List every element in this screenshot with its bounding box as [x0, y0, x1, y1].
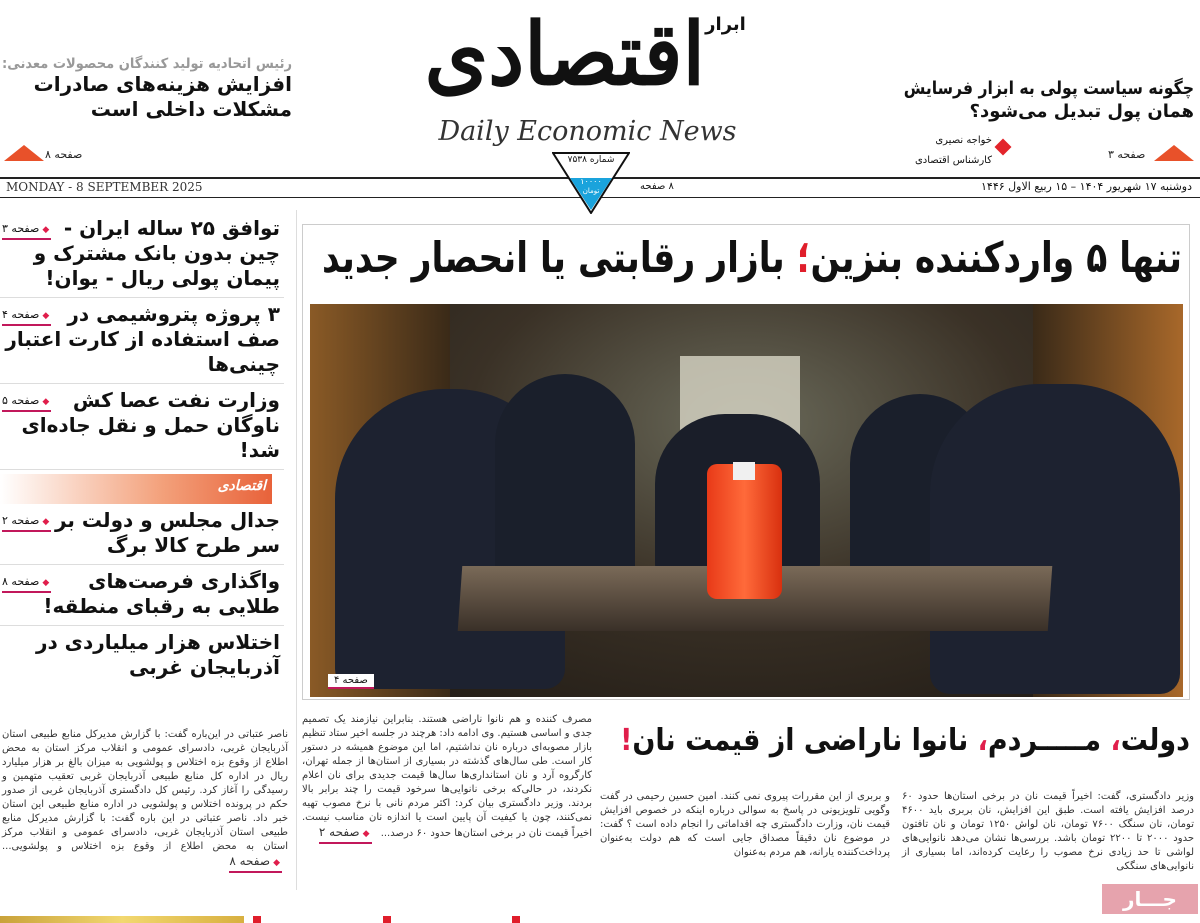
marker [253, 916, 261, 923]
banner-logo: اقتصادی [217, 478, 266, 494]
headline: چگونه سیاست پولی به ابزار فرسایش [903, 78, 1194, 99]
headline-part: بازار رقابتی یا انحصار جدید [322, 233, 785, 282]
article-column: و بربری از این مقررات پیروی نمی کنند. امین حسین رحیمی در گفت وگویی تلویزیونی در پاسخ به سوالی درباره اینکه در خصوص افزایش قیمت نان، وزارت دادگستری چه اقداماتی را انجام داده است ؟ گفت: در موضوع نان دقیقاً مصداق جایی است که هم دولت به‌عنوان پرداخت‌کننده یارانه، هم مردم به‌عنوان [600, 791, 890, 858]
sidebar [0, 212, 284, 686]
column-divider [296, 210, 297, 890]
marker [512, 916, 520, 923]
date-fa: دوشنبه ۱۷ شهریور ۱۴۰۴ – ۱۵ ربیع الاول ۱۴۴۶ [981, 180, 1192, 193]
page-ref[interactable]: صفحه ۸ [45, 148, 83, 161]
headline: مشکلات داخلی است [90, 97, 292, 121]
top-right-story[interactable] [904, 78, 1194, 123]
page-ref[interactable]: صفحه ۴ [328, 674, 374, 689]
sidebar-story[interactable] [0, 565, 284, 626]
masthead-logo [415, 0, 760, 150]
page-ref[interactable]: ◆ صفحه ۲ [2, 514, 51, 532]
author-block [900, 131, 992, 171]
logo-en: Daily Economic News [438, 116, 737, 147]
story-title: ۳ پروژه پتروشیمی در صف استفاده از کارت اعتبار چینی‌ها [5, 302, 280, 376]
story-title: اختلاس هزار میلیاردی در آذربایجان غربی [35, 630, 280, 679]
lead-headline[interactable] [322, 232, 1182, 285]
sidebar-story[interactable] [0, 298, 284, 384]
bottom-banner [0, 916, 244, 923]
issue-badge [552, 152, 630, 214]
page-ref[interactable]: ◆ صفحه ۸ [2, 575, 51, 593]
price: ۱۰۰۰۰ [580, 177, 602, 186]
person [930, 384, 1180, 694]
sidebar-story[interactable] [0, 626, 284, 686]
diamond-icon [995, 139, 1012, 156]
story-title: جدال مجلس و دولت بر سر طرح کالا برگ [54, 508, 280, 557]
page-ref[interactable]: ◆ صفحه ۴ [2, 308, 51, 326]
article-column: وزیر دادگستری، گفت: اخیراً قیمت نان در برخی استان‌ها حدود ۶۰ درصد افزایش یافته است. طبق این افزایش، نان بربری باید ۴۶۰۰ تومان، نان سنگک ۷۶۰۰ تومان، نان لواش ۱۲۵۰ تومان و نان تافتون حدود ۲۰۰۰ تا ۲۲۰۰ تومان باشد. بررسی‌ها نشان می‌دهد نانوایی‌های لواشی تا حد زیادی نرخ مصوب را رعایت کرده‌اند، اما بسیاری از نانوایی‌های سنگکی [902, 791, 1195, 872]
kicker: رئیس اتحادیه تولید کنندگان محصولات معدنی: [2, 56, 293, 72]
sidebar-story[interactable] [0, 212, 284, 298]
article-column: مصرف کننده و هم نانوا ناراضی هستند. بنابراین نیازمند یک تصمیم جدی و اساسی هستیم. وی ادامه داد: هرچند در جلسه اخیر ستاد تنظیم بازار مصوبه‌ای درباره نان نداشتیم، اما این موضوع همیشه در دستور کار است. طی سال‌های گذشته در بسیاری از استان‌ها از جمله تهران، کارگروه آرد و نان استانداری‌ها سال‌ها قیمت جدیدی برای نان اعلام نکردند، در حالی‌که برخی نانوایی‌ها سرخود قیمت را چند برابر بالا بردند. وزیر دادگستری بیان کرد: اکثر مردم نانی با نرخ مصوب تهیه نمی‌کنند، چون یا کیفیت آن پایین است یا اندازه نان مناسب نیست. اخیراً قیمت نان در برخی استان‌ها حدود ۶۰ درصد... [301, 714, 592, 839]
headline-part: تنها ۵ واردکننده بنزین [810, 233, 1182, 282]
story-title: توافق ۲۵ ساله ایران - چین بدون بانک مشترک و پیمان پولی ریال - یوان! [33, 216, 280, 290]
issue-number: شماره ۷۵۳۸ [567, 155, 615, 165]
logo-fa: اقتصادی [424, 4, 706, 105]
headline-part: مـــــردم [987, 723, 1102, 758]
article-column-block [302, 713, 592, 844]
page-ref[interactable]: ◆ صفحه ۲ [319, 825, 372, 844]
headline-separator: ؛ [796, 233, 811, 282]
person [495, 374, 635, 584]
comma: ، [1110, 723, 1121, 758]
headline-part: دولت [1120, 723, 1190, 758]
marker [383, 916, 391, 923]
lead-headline-wrap [322, 232, 1182, 285]
fuel-jug [707, 464, 782, 599]
triangle-icon [1154, 145, 1194, 161]
author-role: کارشناس اقتصادی [914, 155, 992, 166]
logo-small: ابرار [705, 14, 746, 35]
story-body: ناصر عتباتی در این‌باره گفت: با گزارش مدیرکل منابع طبیعی استان آذربایجان غربی، دادسرای عمومی و انقلاب مرکز استان به محض اطلاع از وقوع بزه اختلاس و پولشویی به میزان بالغ بر هزار میلیارد ریال در اداره کل منابع طبیعی آذربایجان غربی تعقیب متهمین و رسیدگی را آغاز کرد. رئیس کل دادگستری آذربایجان غربی از صدور حکم در پرونده اختلاس و پولشویی در اداره منابع طبیعی این استان خبر داد. ناصر عتباتی در این باره گفت: با گزارش مدیرکل منابع طبیعی استان آذربایجان غربی، دادسرای عمومی و انقلاب مرکز استان به محض اطلاع از وقوع بزه اختلاس و پولشویی... [2, 729, 288, 852]
jug-cap [733, 462, 755, 480]
story-title: وزارت نفت عصا کش ناوگان حمل و نقل جاده‌ای شد! [21, 388, 280, 462]
date-en: MONDAY - 8 SEPTEMBER 2025 [6, 180, 203, 194]
section-banner [0, 474, 272, 504]
page-ref[interactable]: ◆ صفحه ۵ [2, 394, 51, 412]
page-ref[interactable]: ◆ صفحه ۸ [229, 854, 282, 873]
triangle-icon [4, 145, 44, 161]
sidebar-story[interactable] [0, 504, 284, 565]
exclamation: ! [620, 723, 633, 758]
headline: همان پول تبدیل می‌شود؟ [969, 100, 1194, 122]
story-body-block [2, 728, 288, 873]
page-ref[interactable]: ◆ صفحه ۳ [2, 222, 51, 240]
lead-photo[interactable] [310, 304, 1183, 697]
date-fa-wrap [892, 180, 1192, 193]
page-ref[interactable]: صفحه ۳ [1108, 148, 1146, 161]
currency: تومان [582, 187, 600, 195]
comma: ، [977, 723, 988, 758]
watermark-logo: جـــار [1102, 884, 1198, 914]
sidebar-story[interactable] [0, 384, 284, 470]
top-left-story[interactable] [2, 56, 292, 122]
author-name: خواجه نصیری [935, 135, 992, 146]
page-count: ۸ صفحه [640, 181, 674, 192]
second-headline-wrap [620, 722, 1190, 760]
second-headline[interactable] [620, 722, 1190, 760]
headline: افزایش هزینه‌های صادرات [33, 72, 292, 96]
headline-part: نانوا ناراضی از قیمت نان [632, 723, 969, 758]
story-title: واگذاری فرصت‌های طلایی به رقبای منطقه! [43, 569, 280, 618]
